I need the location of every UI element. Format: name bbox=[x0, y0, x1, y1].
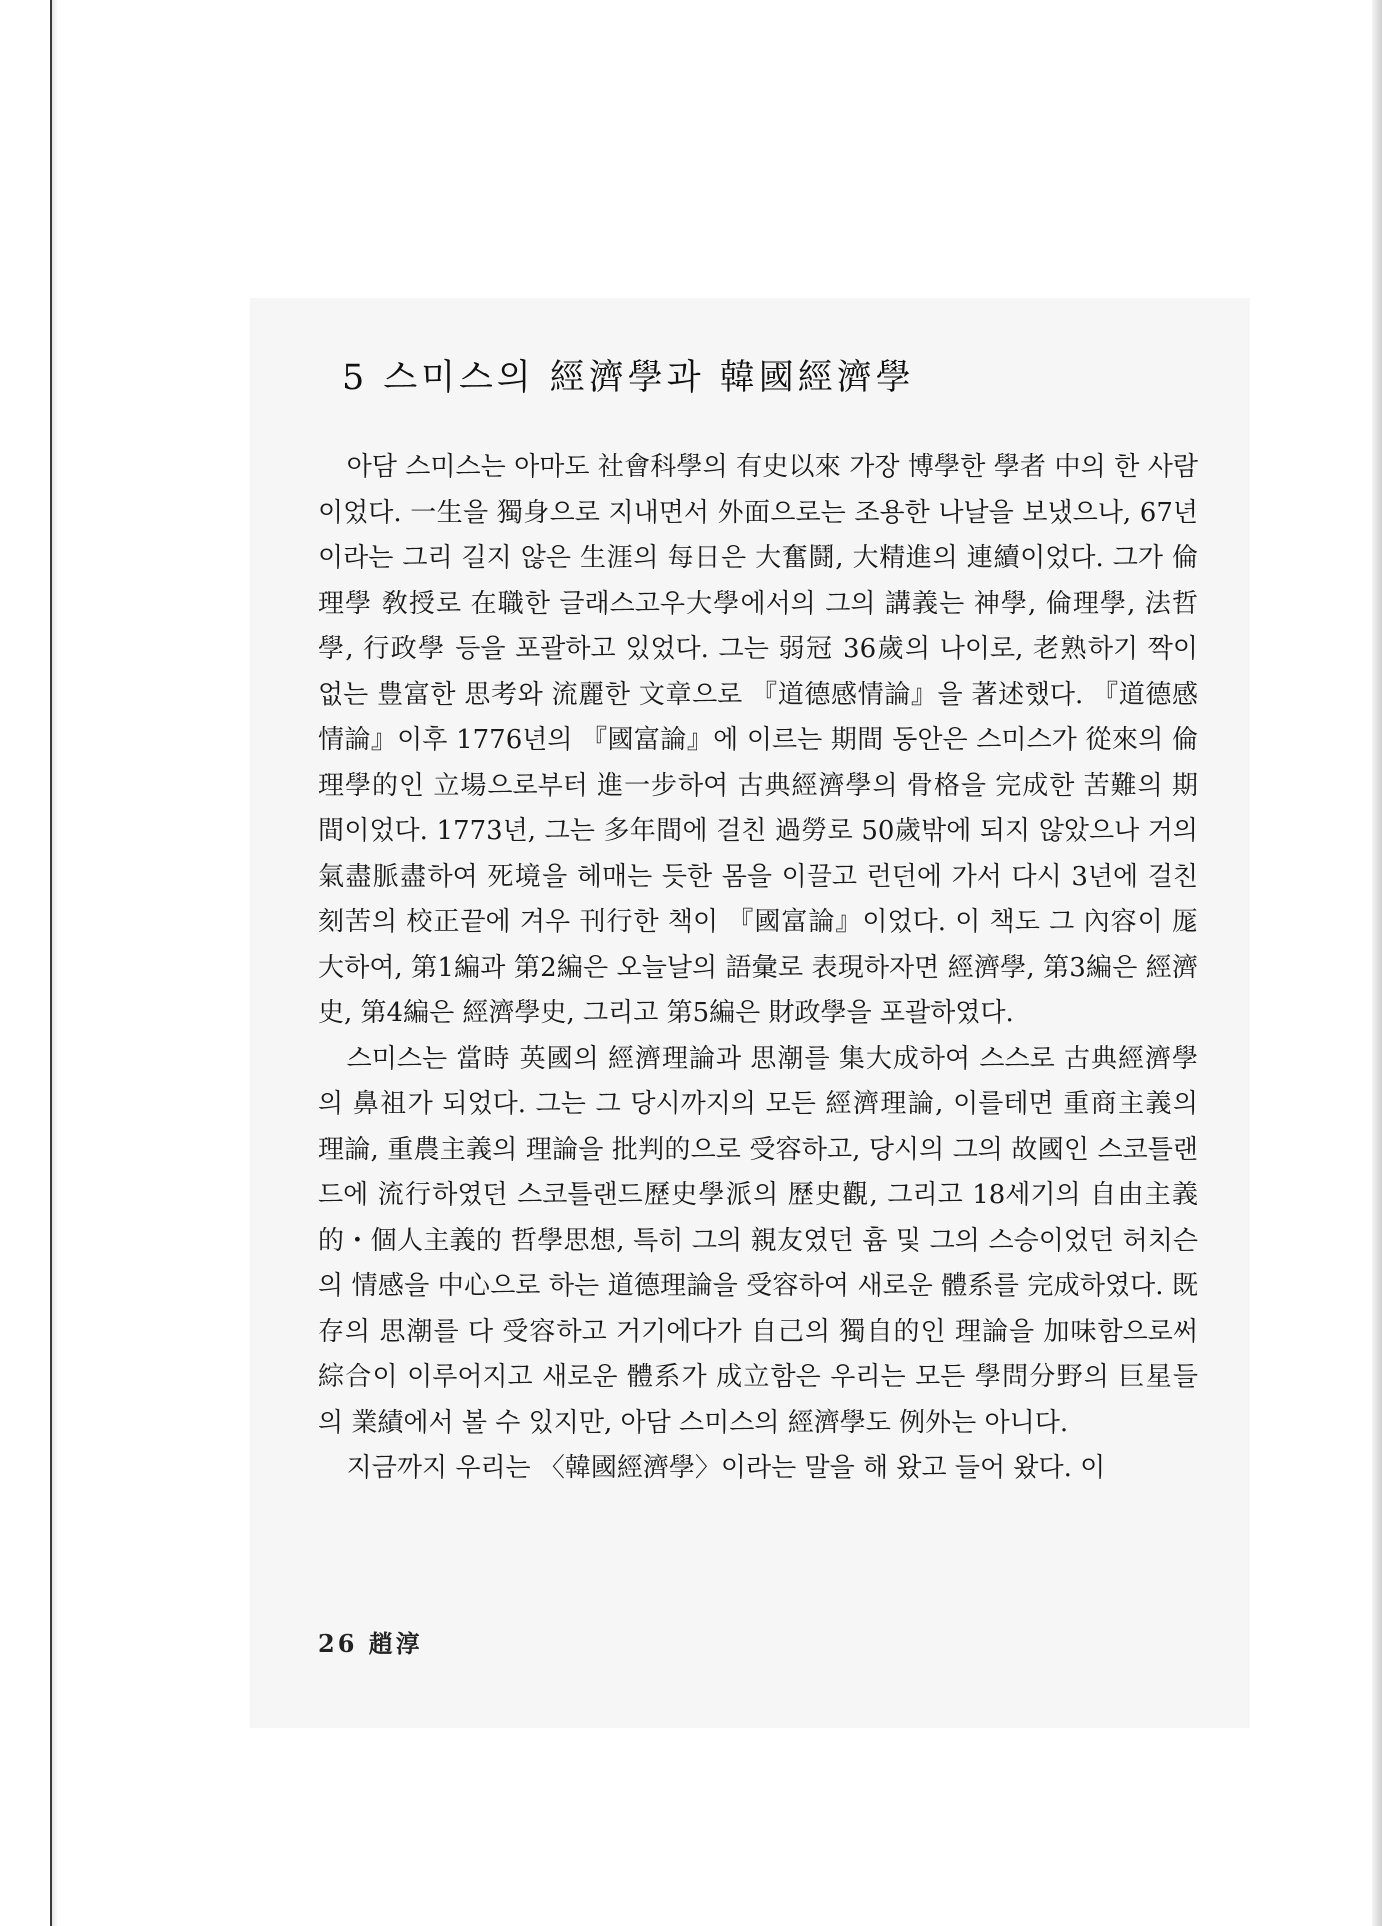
body-text bbox=[318, 445, 1198, 1492]
paragraph-2: 스미스는 當時 英國의 經濟理論과 思潮를 集大成하여 스스로 古典經濟學의 鼻祖가 되었다. 그는 그 당시까지의 모든 經濟理論, 이를테면 重商主義의 理論, 重農主義의 理論을 批判的으로 受容하고, 당시의 그의 故國인 스코틀랜드에 流行하였던 스코틀랜드歷史學派의 歷史觀, 그리고 18세기의 自由主義的・個人主義的 哲學思想, 특히 그의 親友였던 흄 및 그의 스승이었던 허치슨의 情感을 中心으로 하는 道德理論을 受容하여 새로운 體系를 完成하였다. 既存의 思潮를 다 受容하고 거기에다가 自己의 獨自的인 理論을 加味함으로써 綜合이 이루어지고 새로운 體系가 成立함은 우리는 모든 學問分野의 巨星들의 業績에서 볼 수 있지만, 아담 스미스의 經濟學도 例外는 아니다. bbox=[318, 1043, 1198, 1438]
paragraph-1: 아담 스미스는 아마도 社會科學의 有史以來 가장 博學한 學者 中의 한 사람이었다. 一生을 獨身으로 지내면서 外面으로는 조용한 나날을 보냈으나, 67년이라는 그리 길지 않은 生涯의 每日은 大奮鬪, 大精進의 連續이었다. 그가 倫理學 敎授로 在職한 글래스고우大學에서의 그의 講義는 神學, 倫理學, 法哲學, 行政學 등을 포괄하고 있었다. 그는 弱冠 36歲의 나이로, 老熟하기 짝이 없는 豊富한 思考와 流麗한 文章으로 『道德感情論』을 著述했다. 『道德感情論』이후 1776년의 『國富論』에 이르는 期間 동안은 스미스가 從來의 倫理學的인 立場으로부터 進一步하여 古典經濟學의 骨格을 完成한 苦難의 期間이었다. 1773년, 그는 多年間에 걸친 過勞로 50歲밖에 되지 않았으나 거의 氣盡脈盡하여 死境을 헤매는 듯한 몸을 이끌고 런던에 가서 다시 3년에 걸친 刻苦의 校正끝에 겨우 刊行한 책이 『國富論』이었다. 이 책도 그 內容이 厖大하여, 第1編과 第2編은 오늘날의 語彙로 表現하자면 經濟學, 第3編은 經濟史, 第4編은 經濟學史, 그리고 第5編은 財政學을 포괄하였다. bbox=[318, 452, 1199, 1028]
chapter-title: 5 스미스의 經濟學과 韓國經濟學 bbox=[342, 358, 915, 398]
binding-shadow bbox=[52, 0, 58, 1926]
page-curl-edge bbox=[1372, 0, 1382, 1926]
page-footer: 26 趙淳 bbox=[318, 1629, 423, 1658]
paragraph-3: 지금까지 우리는 〈韓國經濟學〉이라는 말을 해 왔고 들어 왔다. 이 bbox=[346, 1453, 1106, 1483]
